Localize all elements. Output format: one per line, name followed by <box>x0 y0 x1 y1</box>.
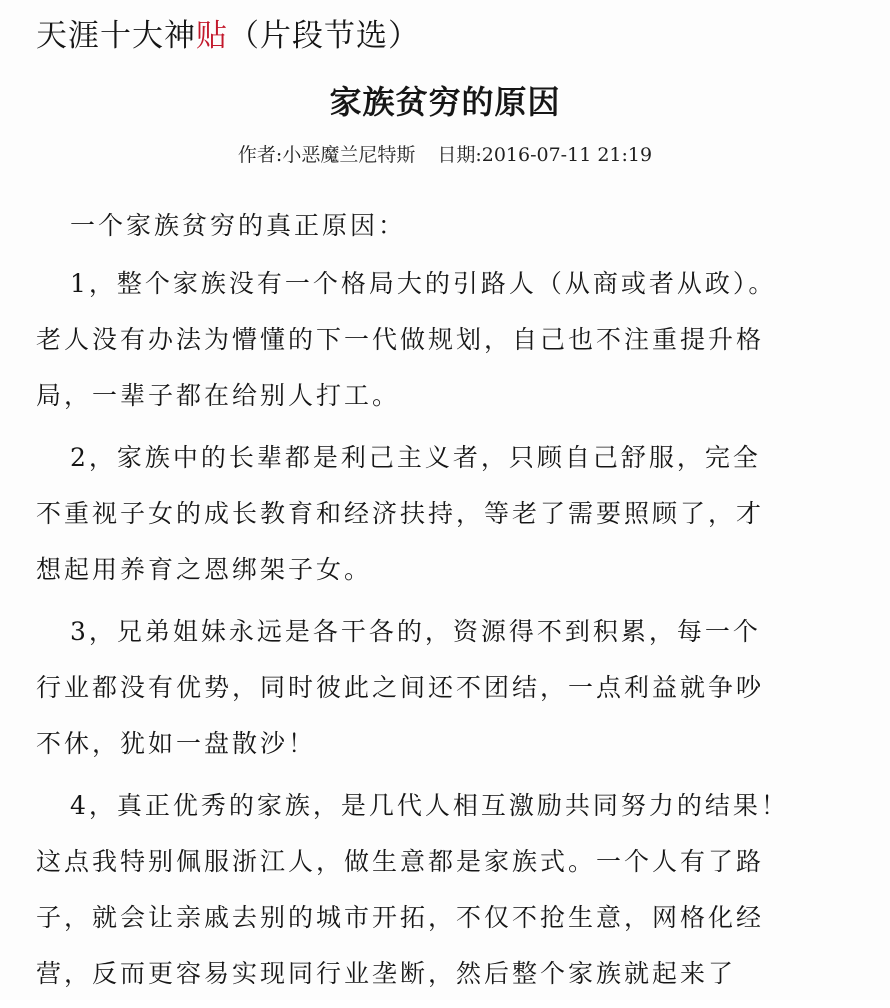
paragraph-line: 局，一辈子都在给别人打工。 <box>36 381 401 410</box>
article-byline <box>0 140 890 170</box>
paragraph-4 <box>36 778 856 1002</box>
paragraph-line: 想起用养育之恩绑架子女。 <box>36 555 373 584</box>
article-author: 作者:小恶魔兰尼特斯 <box>237 144 416 166</box>
paragraph-1 <box>36 256 856 424</box>
series-title-note: （片段节选） <box>228 18 420 54</box>
paragraph-line: 老人没有办法为懵懂的下一代做规划，自己也不注重提升格 <box>36 325 765 354</box>
paragraph-3 <box>36 604 856 772</box>
intro-line: 一个家族贫穷的真正原因： <box>70 211 407 240</box>
paragraph-line: 4，真正优秀的家族，是几代人相互激励共同努力的结果！ <box>70 791 789 820</box>
paragraph-line: 营，反而更容易实现同行业垄断，然后整个家族就起来了 <box>36 959 737 988</box>
series-title-main: 天涯十大神 <box>36 18 196 54</box>
paragraph-line: 这点我特别佩服浙江人，做生意都是家族式。一个人有了路 <box>36 847 765 876</box>
article-title: 家族贫穷的原因 <box>329 83 561 121</box>
paragraph-line: 子，就会让亲戚去别的城市开拓，不仅不抢生意，网格化经 <box>36 903 765 932</box>
paragraph-line: 不重视子女的成长教育和经济扶持，等老了需要照顾了，才 <box>36 499 765 528</box>
paragraph-line: 不休，犹如一盘散沙！ <box>36 729 317 758</box>
paragraph-line: 3，兄弟姐妹永远是各干各的，资源得不到积累，每一个 <box>70 617 761 646</box>
intro-paragraph <box>36 198 856 254</box>
paragraph-line: 行业都没有优势，同时彼此之间还不团结，一点利益就争吵 <box>36 673 765 702</box>
paragraph-line: 2，家族中的长辈都是利己主义者，只顾自己舒服，完全 <box>70 443 761 472</box>
article-body <box>36 198 856 1008</box>
paragraph-2 <box>36 430 856 598</box>
article-date: 日期:2016-07-11 21:19 <box>437 144 653 166</box>
series-title-highlight: 贴 <box>196 18 228 54</box>
paragraph-line: 1，整个家族没有一个格局大的引路人（从商或者从政）。 <box>70 269 777 298</box>
series-title <box>36 14 420 58</box>
